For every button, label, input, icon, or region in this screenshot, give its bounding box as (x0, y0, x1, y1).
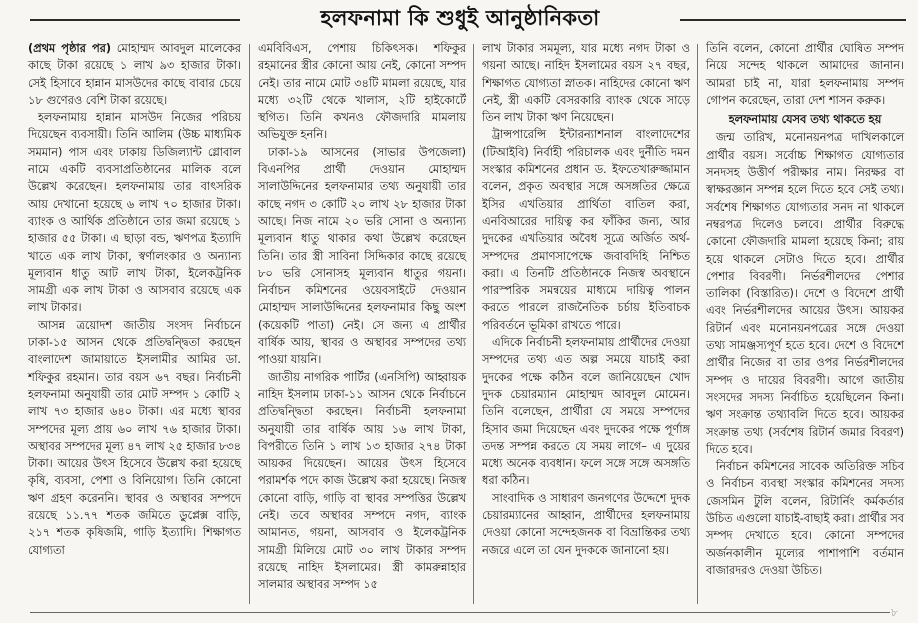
paragraph: এমবিবিএস, পেশায় চিকিৎসক। শফিকুর রহমানের স্ত্রীর কোনো আয় নেই, কোনো সম্পদ নেই। তার নামে মোট ৩৪টি মামলা রয়েছে, যার মধ্যে ৩২টি থেকে খালাস, ২টি হাইকোর্টে স্থগিত। তিনি কখনও ফৌজদারি মামলায় অভিযুক্ত হননি। (258, 42, 466, 142)
paragraph: নির্বাচন কমিশনের সাবেক অতিরিক্ত সচিব ও নির্বাচন ব্যবস্থা সংস্কার কমিশনের সদস্য জেসমিন টুলি বলেন, রিটার্নিং কর্মকর্তার উচিত এগুলো যাচাই-বাছাই করা। প্রার্থীর সব সম্পদ দেখাতে হবে। কোনো সম্পদের অর্জনকালীন মূল্যের পাশাপাশি বর্তমান বাজারদরও দেওয়া উচিত। (706, 460, 904, 577)
column-divider (249, 44, 250, 604)
paragraph: ঢাকা-১৯ আসনের (সাভার উপজেলা) বিএনপির প্রার্থী দেওয়ান মোহাম্মদ সালাউদ্দিনের হলফনামার তথ্য অনুযায়ী তার কাছে নগদ ৩ কোটি ২০ লাখ ২৮ হাজার টাকা আছে। নিজ নামে ২০ ভরি সোনা ও অন্যান্য মূল্যবান ধাতু থাকার কথা উল্লেখ করেছেন তিনি। তার স্ত্রী সাবিনা সিদ্দিকার কাছে রয়েছে ৮০ ভরি সোনাসহ মূল্যবান ধাতুর গয়না। নির্বাচন কমিশনের ওয়েবসাইটে দেওয়ান মোহাম্মদ সালাউদ্দিনের হলফনামার কিছু অংশ (কয়েকটি পাতা) নেই। সে জন্য এ প্রার্থীর বার্ষিক আয়, স্থাবর ও অস্থাবর সম্পদের তথ্য পাওয়া যায়নি। (258, 145, 466, 367)
paragraph: সাংবাদিক ও সাধারণ জনগণের উদ্দেশে দুদক চেয়ারম্যানের আহ্বান, প্রার্থীদের হলফনামায় দেওয়া কোনো সন্দেহজনক বা বিভ্রান্তিকর তথ্য নজরে এলে তা যেন দুদককে জানানো হয়। (482, 491, 690, 557)
column-divider (473, 44, 474, 604)
column-4 (700, 40, 910, 606)
paragraph (28, 40, 241, 109)
paragraph: আসন্ন ত্রয়োদশ জাতীয় সংসদ নির্বাচনে ঢাকা-১৫ আসন থেকে প্রতিদ্বন্দ্বিতা করছেন বাংলাদেশ জামায়াতে ইসলামীর আমির ডা. শফিকুর রহমান। তার বয়স ৬৭ বছর। নির্বাচনী হলফনামা অনুযায়ী তার মোট সম্পদ ১ কোটি ২ লাখ ৭৩ হাজার ৬৪০ টাকা। এর মধ্যে স্থাবর সম্পদের মূল্য প্রায় ৬০ লাখ ৭৬ হাজার টাকা। অস্থাবর সম্পদের মূল্য ৪৭ লাখ ২৫ হাজার ৮৩৪ টাকা। আয়ের উৎস হিসেবে উল্লেখ করা হয়েছে কৃষি, ব্যবসা, পেশা ও বিনিয়োগ। তিনি কোনো ঋণ গ্রহণ করেননি। স্থাবর ও অস্থাবর সম্পদে রয়েছে ১১.৭৭ শতক জমিতে ডুপ্লেক্স বাড়ি, ২১৭ শতক কৃষিজমি, গাড়ি ইত্যাদি। শিক্ষাগত যোগ্যতা (28, 318, 241, 557)
paragraph: জাতীয় নাগরিক পার্টির (এনসিপি) আহ্বায়ক নাহিদ ইসলাম ঢাকা-১১ আসন থেকে নির্বাচনে প্রতিদ্বন্দ্বিতা করছেন। নির্বাচনী হলফনামা অনুযায়ী তার বার্ষিক আয় ১৬ লাখ টাকা, বিপরীতে তিনি ১ লাখ ১৩ হাজার ২৭৪ টাকা আয়কর দিয়েছেন। আয়ের উৎস হিসেবে পরামর্শক পদে কাজ উল্লেখ করা হয়েছে। নিজস্ব কোনো বাড়ি, গাড়ি বা স্থাবর সম্পত্তির উল্লেখ নেই। তবে অস্থাবর সম্পদে নগদ, ব্যাংক আমানত, গয়না, আসবাব ও ইলেকট্রনিক সামগ্রী মিলিয়ে মোট ৩০ লাখ টাকার সম্পদ রয়েছে নাহিদ ইসলামের। স্ত্রী কামরুন্নাহার সালমার অস্থাবর সম্পদ ১৫ (258, 370, 466, 592)
paragraph: ট্রান্সপারেন্সি ইন্টারন্যাশনাল বাংলাদেশের (টিআইবি) নির্বাহী পরিচালক এবং দুর্নীতি দমন সংস্কার কমিশনের প্রধান ড. ইফতেখারুজ্জামান বলেন, প্রকৃত অবস্থার সঙ্গে অসঙ্গতির ক্ষেত্রে ইসির এখতিয়ার প্রার্থিতা বাতিল করা, এনবিআরের দায়িত্ব কর ফাঁকির জন্য, আর দুদকের এখতিয়ার অবৈধ সূত্রে অর্জিত অর্থ-সম্পদের প্রমাণসাপেক্ষে জবাবদিহি নিশ্চিত করা। এ তিনটি প্রতিষ্ঠানকে নিজস্ব অবস্থানে পারস্পরিক সমন্বয়ের মাধ্যমে দায়িত্ব পালন করতে পারলে রাজনৈতিক চর্চায় ইতিবাচক পরিবর্তনে ভূমিকা রাখতে পারে। (482, 128, 690, 332)
footer-rule (30, 612, 890, 613)
column-1 (22, 40, 247, 606)
column-divider (697, 44, 698, 604)
article-headline: হলফনামা কি শুধুই আনুষ্ঠানিকতা (240, 0, 680, 36)
paragraph: তিনি বলেন, কোনো প্রার্থীর ঘোষিত সম্পদ নিয়ে সন্দেহ থাকলে আমাদের জানান। আমরা চাই না, যারা হলফনামায় সম্পদ গোপন করেছেন, তারা দেশ শাসন করুক। (706, 42, 904, 107)
paragraph: লাখ টাকার সমমূল্য, যার মধ্যে নগদ টাকা ও গয়না আছে। নাহিদ ইসলামের বয়স ২৭ বছর, শিক্ষাগত যোগ্যতা স্নাতক। নাহিদের কোনো ঋণ নেই, স্ত্রী একটি বেসরকারি ব্যাংক থেকে সাড়ে তিন লাখ টাকা ঋণ নিয়েছেন। (482, 42, 690, 125)
paragraph-text: মোহাম্মদ আবদুল মালেকের কাছে টাকা রয়েছে ১ লাখ ৯৩ হাজার টাকা। সেই হিসাবে হান্নান মাসউদের কাছে বাবার চেয়ে ১৮ গুণেরও বেশি টাকা রয়েছে। (28, 42, 242, 107)
column-2 (252, 40, 472, 606)
paragraph: হলফনামায় হান্নান মাসউদ নিজের পরিচয় দিয়েছেন ব্যবসায়ী। তিনি আলিম (উচ্চ মাধ্যমিক সমমান) পাস এবং ঢাকায় ডিজিল্যান্ট গ্লোবাল নামে একটি ব্যবসাপ্রতিষ্ঠানের মালিক বলে উল্লেখ করেছেন। হলফনামায় তার বাৎসরিক আয় দেখানো হয়েছে ৬ লাখ ৭০ হাজার টাকা। ব্যাংক ও আর্থিক প্রতিষ্ঠানে তার জমা রয়েছে ১ হাজার ৫৫ টাকা। এ ছাড়া বন্ড, ঋণপত্র ইত্যাদি খাতে এক লাখ টাকা, স্বর্ণালংকার ও অন্যান্য মূল্যবান ধাতু আট লাখ টাকা, ইলেকট্রনিক সামগ্রী এক লাখ টাকা ও আসবাব রয়েছে এক লাখ টাকার। (28, 111, 241, 315)
paragraph: জন্ম তারিখ, মনোনয়নপত্র দাখিলকালে প্রার্থীর বয়স। সর্বোচ্চ শিক্ষাগত যোগ্যতার সনদসহ উত্তীর্ণ পরীক্ষার নাম। নিরক্ষর বা স্বাক্ষরজ্ঞান সম্পন্ন হলে দিতে হবে সেই তথ্য। সর্বশেষ শিক্ষাগত যোগ্যতার সনদ না থাকলে নম্বরপত্র দিলেও চলবে। প্রার্থীর বিরুদ্ধে কোনো ফৌজদারি মামলা হয়েছে কিনা; রায় হয়ে থাকলে সেটাও দিতে হবে। প্রার্থীর পেশার বিবরণী। নির্ভরশীলদের পেশার তালিকা (বিস্তারিত)। দেশে ও বিদেশে প্রার্থী এবং নির্ভরশীলদের আয়ের উৎস। আয়কর রিটার্ন এবং মনোনয়নপত্রের সঙ্গে দেওয়া তথ্য সামঞ্জস্যপূর্ণ হতে হবে। দেশে ও বিদেশে প্রার্থীর নিজের বা তার ওপর নির্ভরশীলদের সম্পদ ও দায়ের বিবরণী। আগে জাতীয় সংসদের সদস্য নির্বাচিত হয়েছিলেন কিনা। ঋণ সংক্রান্ত তথ্যাবলি দিতে হবে। আয়কর সংক্রান্ত তথ্য (সর্বশেষ রিটার্ন জমার বিবরণ) দিতে হবে। (706, 131, 904, 456)
section-subheading: হলফনামায় যেসব তথ্য থাকতে হয় (728, 113, 882, 127)
continued-from-label: (প্রথম পৃষ্ঠার পর) (28, 42, 111, 55)
paragraph: এদিকে নির্বাচনী হলফনামায় প্রার্থীদের দেওয়া সম্পদের তথ্য এত অল্প সময়ে যাচাই করা দুদকের পক্ষে কঠিন বলে জানিয়েছেন খোদ দুদক চেয়ারম্যান মোহাম্মদ আবদুল মোমেন। তিনি বলেছেন, প্রার্থীরা যে সময়ে সম্পদের হিসাব জমা দিয়েছেন এবং দুদকের পক্ষে পূর্ণাঙ্গ তদন্ত সম্পন্ন করতে যে সময় লাগে– এ দুয়ের মধ্যে অনেক ব্যবধান। ফলে সঙ্গে সঙ্গে অসঙ্গতি ধরা কঠিন। (482, 336, 690, 488)
column-3 (476, 40, 696, 606)
page-number: ৮ (890, 606, 898, 619)
